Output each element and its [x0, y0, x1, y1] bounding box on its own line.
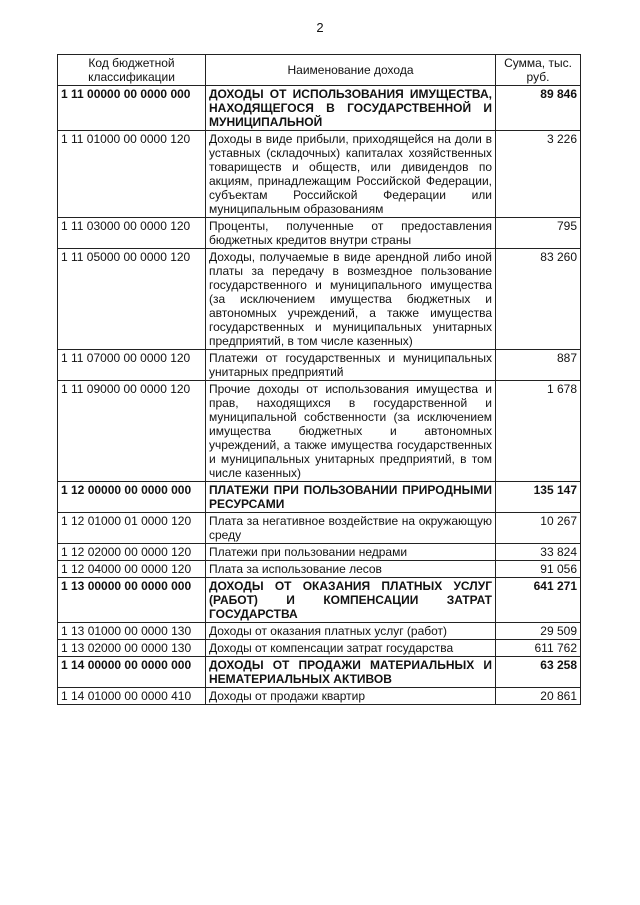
row-sum: 641 271 — [496, 578, 581, 623]
table-row — [58, 623, 581, 640]
table-row — [58, 561, 581, 578]
row-code: 1 12 02000 00 0000 120 — [58, 544, 206, 561]
row-code: 1 12 01000 01 0000 120 — [58, 513, 206, 544]
row-code: 1 11 01000 00 0000 120 — [58, 131, 206, 218]
row-sum: 1 678 — [496, 381, 581, 482]
table-row-group — [58, 578, 581, 623]
table-row — [58, 513, 581, 544]
table-body — [58, 86, 581, 705]
table-row — [58, 688, 581, 705]
row-name: Доходы от продажи квартир — [206, 688, 496, 705]
row-sum: 33 824 — [496, 544, 581, 561]
row-sum: 611 762 — [496, 640, 581, 657]
row-name: Плата за использование лесов — [206, 561, 496, 578]
row-sum: 29 509 — [496, 623, 581, 640]
row-code: 1 14 01000 00 0000 410 — [58, 688, 206, 705]
table-row-group — [58, 657, 581, 688]
table-header-row — [58, 55, 581, 86]
row-code: 1 11 07000 00 0000 120 — [58, 350, 206, 381]
row-name: Доходы от оказания платных услуг (работ) — [206, 623, 496, 640]
row-code: 1 12 00000 00 0000 000 — [58, 482, 206, 513]
table-row — [58, 218, 581, 249]
table-row — [58, 544, 581, 561]
row-name: ДОХОДЫ ОТ ПРОДАЖИ МАТЕРИАЛЬНЫХ И НЕМАТЕРИАЛЬНЫХ АКТИВОВ — [206, 657, 496, 688]
table-row-group — [58, 86, 581, 131]
row-code: 1 13 01000 00 0000 130 — [58, 623, 206, 640]
table-row — [58, 131, 581, 218]
row-name: Прочие доходы от использования имущества и прав, находящихся в государственной и муниципальной собственности (за исключением имущества бюджетных и автономных учреждений, а также имущества государственных и муниципальных унитарных предприятий, в том числе казенных) — [206, 381, 496, 482]
row-sum: 20 861 — [496, 688, 581, 705]
header-name: Наименование дохода — [206, 55, 496, 86]
row-sum: 135 147 — [496, 482, 581, 513]
row-name: Доходы в виде прибыли, приходящейся на доли в уставных (складочных) капиталах хозяйственных товариществ и обществ, или дивидендов по акциям, принадлежащим Российской Федерации, субъектам Российской Федерации или муниципальным образованиям — [206, 131, 496, 218]
row-code: 1 13 00000 00 0000 000 — [58, 578, 206, 623]
row-sum: 795 — [496, 218, 581, 249]
table-row — [58, 350, 581, 381]
income-table — [57, 54, 581, 705]
table-row — [58, 249, 581, 350]
table-row-group — [58, 482, 581, 513]
row-name: Доходы, получаемые в виде арендной либо иной платы за передачу в возмездное пользование государственного и муниципального имущества (за исключением имущества бюджетных и автономных учреждений, а также имущества государственных и муниципальных унитарных предприятий, в том числе казенных) — [206, 249, 496, 350]
row-name: ДОХОДЫ ОТ ИСПОЛЬЗОВАНИЯ ИМУЩЕСТВА, НАХОДЯЩЕГОСЯ В ГОСУДАРСТВЕННОЙ И МУНИЦИПАЛЬНОЙ — [206, 86, 496, 131]
row-sum: 10 267 — [496, 513, 581, 544]
row-code: 1 11 05000 00 0000 120 — [58, 249, 206, 350]
header-sum: Сумма, тыс. руб. — [496, 55, 581, 86]
row-sum: 91 056 — [496, 561, 581, 578]
row-name: ПЛАТЕЖИ ПРИ ПОЛЬЗОВАНИИ ПРИРОДНЫМИ РЕСУРСАМИ — [206, 482, 496, 513]
row-sum: 63 258 — [496, 657, 581, 688]
row-name: Платежи от государственных и муниципальных унитарных предприятий — [206, 350, 496, 381]
row-name: Доходы от компенсации затрат государства — [206, 640, 496, 657]
row-name: Плата за негативное воздействие на окружающую среду — [206, 513, 496, 544]
row-code: 1 11 03000 00 0000 120 — [58, 218, 206, 249]
row-sum: 3 226 — [496, 131, 581, 218]
table-row — [58, 640, 581, 657]
row-code: 1 12 04000 00 0000 120 — [58, 561, 206, 578]
row-sum: 89 846 — [496, 86, 581, 131]
table-row — [58, 381, 581, 482]
row-name: ДОХОДЫ ОТ ОКАЗАНИЯ ПЛАТНЫХ УСЛУГ (РАБОТ) И КОМПЕНСАЦИИ ЗАТРАТ ГОСУДАРСТВА — [206, 578, 496, 623]
row-sum: 83 260 — [496, 249, 581, 350]
page-number: 2 — [316, 20, 324, 35]
row-name: Платежи при пользовании недрами — [206, 544, 496, 561]
row-code: 1 11 09000 00 0000 120 — [58, 381, 206, 482]
row-code: 1 11 00000 00 0000 000 — [58, 86, 206, 131]
row-code: 1 13 02000 00 0000 130 — [58, 640, 206, 657]
row-sum: 887 — [496, 350, 581, 381]
row-code: 1 14 00000 00 0000 000 — [58, 657, 206, 688]
row-name: Проценты, полученные от предоставления бюджетных кредитов внутри страны — [206, 218, 496, 249]
header-code: Код бюджетной классификации — [58, 55, 206, 86]
